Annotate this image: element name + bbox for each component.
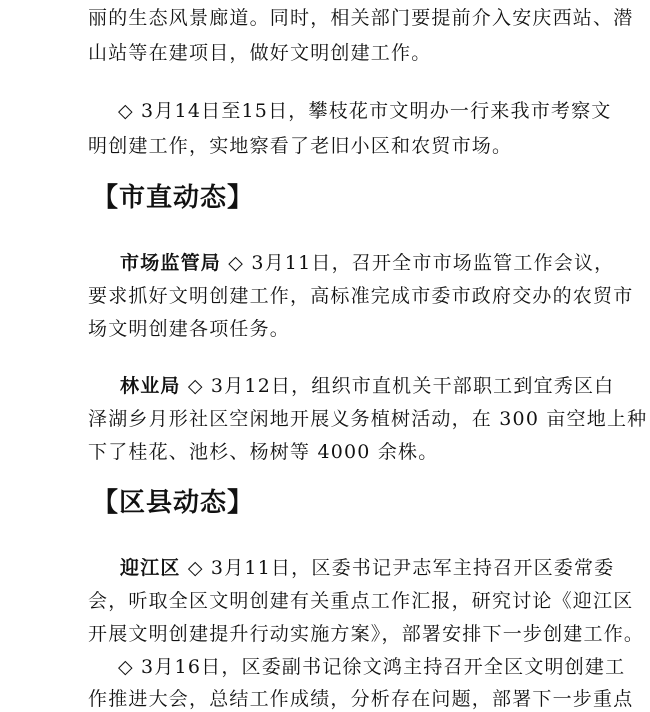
forestry-line-1 [120, 373, 614, 399]
yingjiang-line-1 [120, 555, 614, 581]
yingjiang-line-2: 会，听取全区文明创建有关重点工作汇报，研究讨论《迎江区 [88, 590, 634, 612]
org-name-forestry: 林业局 [120, 375, 181, 397]
intro-line-3: ◇ 3月14日至15日，攀枝花市文明办一行来我市考察文 [118, 100, 612, 122]
market-line-1 [120, 250, 614, 276]
yingjiang-line-1-text: ◇ 3月11日，区委书记尹志军主持召开区委常委 [187, 557, 615, 579]
intro-line-4: 明创建工作，实地察看了老旧小区和农贸市场。 [88, 135, 513, 157]
market-line-1-text: ◇ 3月11日，召开全市市场监管工作会议， [228, 252, 615, 274]
forestry-line-2: 泽湖乡月形社区空闲地开展义务植树活动，在 300 亩空地上种 [88, 408, 648, 430]
intro-line-2: 山站等在建项目，做好文明创建工作。 [88, 42, 432, 64]
org-name-market: 市场监管局 [120, 252, 222, 274]
yingjiang-line-5: 作推进大会，总结工作成绩，分析存在问题，部署下一步重点 [88, 688, 634, 710]
section-heading-district: 【区县动态】 [92, 488, 255, 518]
forestry-line-3: 下了桂花、池杉、杨树等 4000 余株。 [88, 441, 439, 463]
org-name-yingjiang: 迎江区 [120, 557, 181, 579]
yingjiang-line-4: ◇ 3月16日，区委副书记徐文鸿主持召开全区文明创建工 [118, 656, 626, 678]
market-line-2: 要求抓好文明创建工作，高标准完成市委市政府交办的农贸市 [88, 285, 634, 307]
yingjiang-line-3: 开展文明创建提升行动实施方案》，部署安排下一步创建工作。 [88, 623, 645, 645]
market-line-3: 场文明创建各项任务。 [88, 318, 291, 340]
forestry-line-1-text: ◇ 3月12日，组织市直机关干部职工到宜秀区白 [187, 375, 615, 397]
intro-line-1: 丽的生态风景廊道。同时，相关部门要提前介入安庆西站、潜 [88, 7, 634, 29]
section-heading-city: 【市直动态】 [92, 183, 255, 213]
